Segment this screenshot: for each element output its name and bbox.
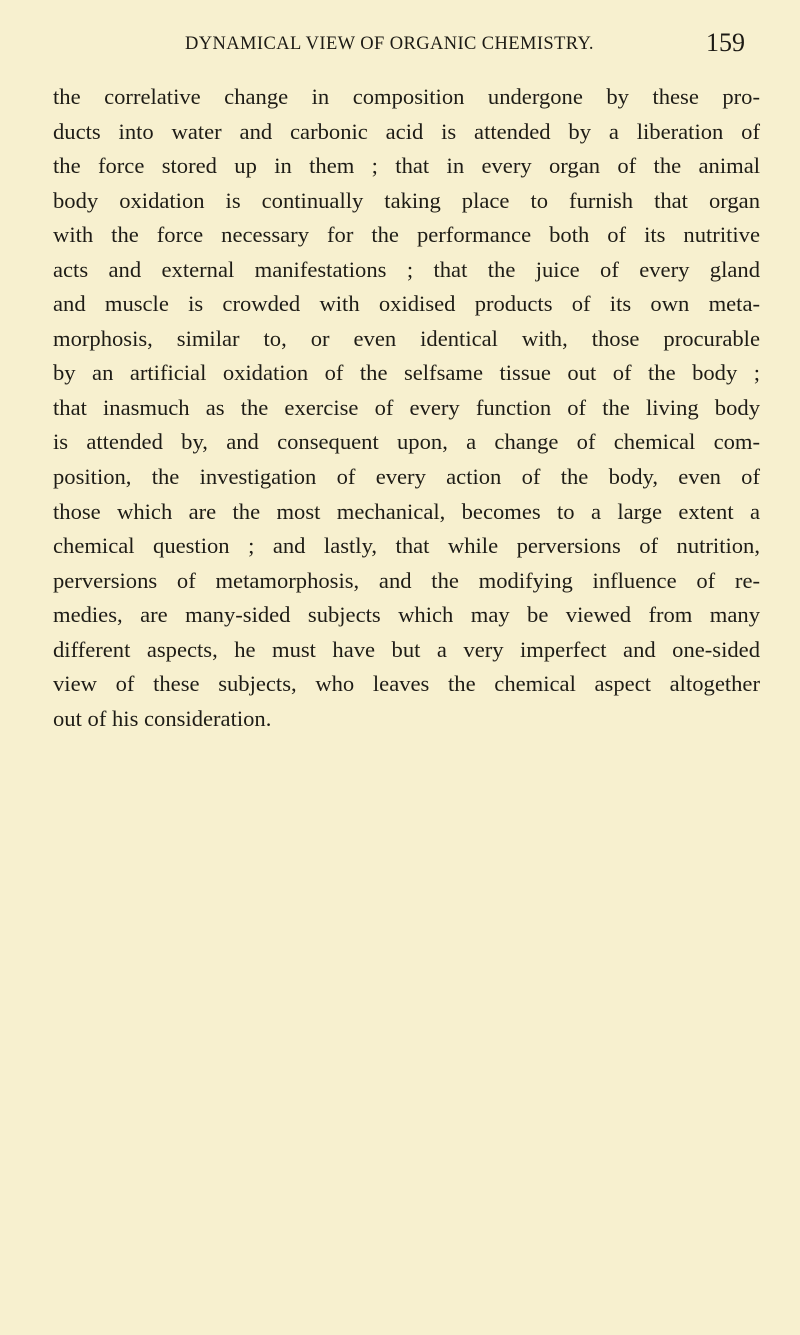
text-line: and muscle is crowded with oxidised products of its own meta- [53,291,760,317]
text-line: chemical question ; and lastly, that while perversions of nutrition, [53,533,760,559]
text-line: acts and external manifestations ; that the juice of every gland [53,256,760,282]
page-number: 159 [706,28,745,57]
text-line: is attended by, and consequent upon, a change of chemical com- [53,429,760,455]
text-line: position, the investigation of every action of the body, even of [53,464,760,490]
text-line: the force stored up in them ; that in every organ of the animal [53,153,760,179]
text-line: with the force necessary for the performance both of its nutritive [53,222,760,248]
text-line: by an artificial oxidation of the selfsame tissue out of the body ; [53,360,760,386]
text-line: morphosis, similar to, or even identical with, those procurable [53,325,760,351]
text-line: ducts into water and carbonic acid is attended by a liberation of [53,118,760,144]
text-line: medies, are many-sided subjects which may be viewed from many [53,602,760,628]
running-head [185,28,745,64]
text-line: perversions of metamorphosis, and the modifying influence of re- [53,567,760,593]
text-line: the correlative change in composition undergone by these pro- [53,84,760,109]
text-line: those which are the most mechanical, becomes to a large extent a [53,498,760,524]
text-line: body oxidation is continually taking place to furnish that organ [53,187,760,213]
text-line: out of his consideration. [53,705,272,731]
body-paragraph [53,80,760,736]
text-line: that inasmuch as the exercise of every function of the living body [53,394,760,420]
text-line: different aspects, he must have but a very imperfect and one-sided [53,636,760,662]
text-line: view of these subjects, who leaves the chemical aspect altogether [53,671,760,697]
running-title: DYNAMICAL VIEW OF ORGANIC CHEMISTRY. [185,34,594,54]
